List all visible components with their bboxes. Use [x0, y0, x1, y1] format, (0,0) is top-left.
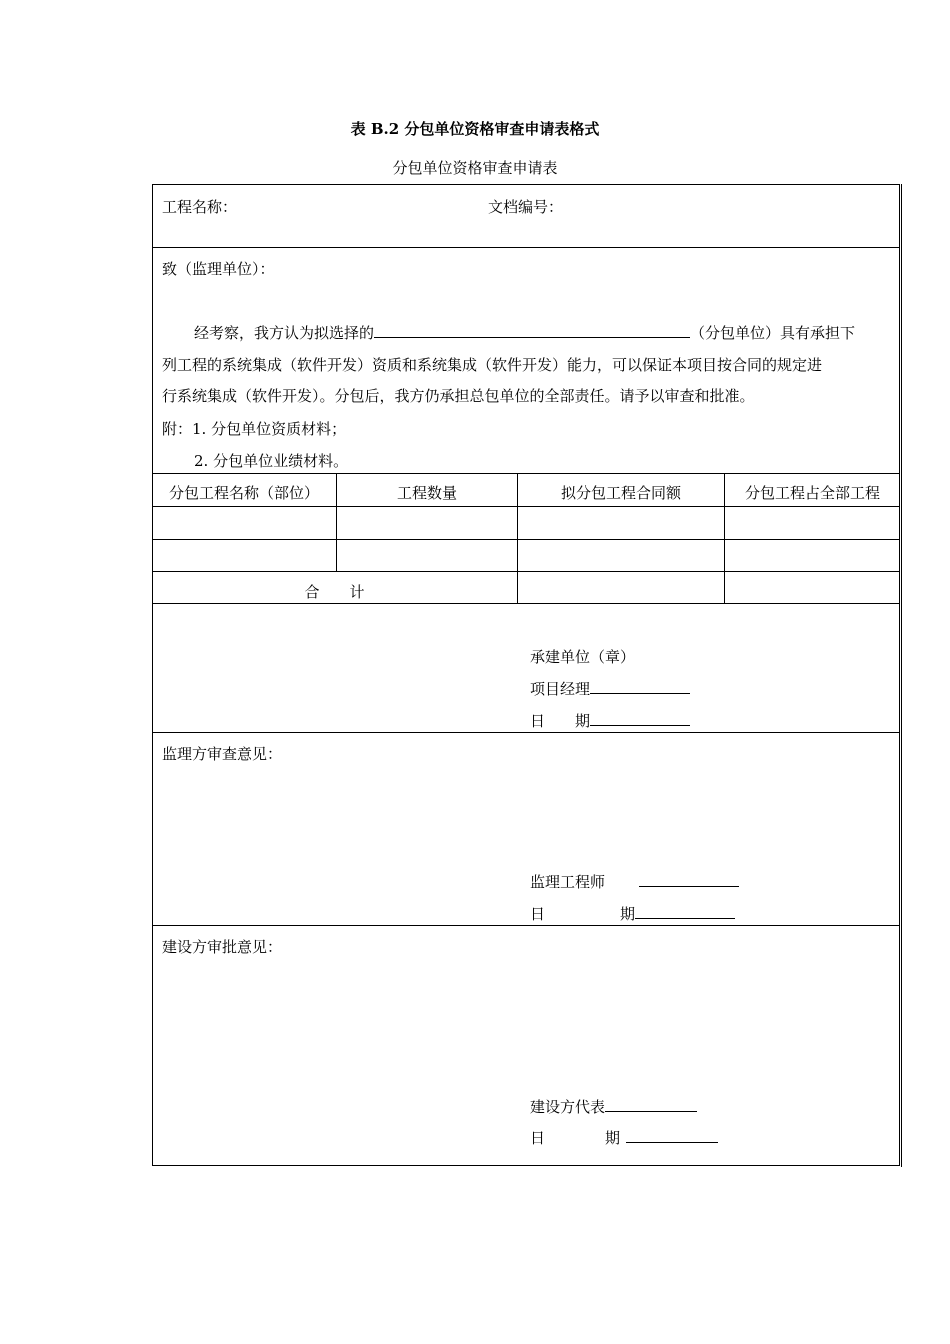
project-manager-label: 项目经理: [530, 680, 591, 698]
supervisor-engineer-label: 监理工程师: [530, 873, 606, 891]
owner-date-blank[interactable]: [626, 1128, 718, 1143]
supervisor-date-row: [530, 904, 735, 924]
form-subtitle: 分包单位资格审查申请表: [392, 159, 558, 177]
contractor-unit-label: 承建单位（章）: [530, 648, 636, 666]
divider: [152, 506, 900, 507]
line1-suffix: （分包单位）具有承担下: [690, 324, 856, 342]
owner-date-row: [530, 1128, 718, 1148]
frame-double-edge: [901, 184, 902, 1167]
supervisor-opinion-label: 监理方审查意见：: [162, 745, 283, 763]
application-line-2: 列工程的系统集成（软件开发）资质和系统集成（软件开发）能力，可以保证本项目按合同的规定进: [162, 356, 823, 374]
project-manager-blank[interactable]: [590, 679, 690, 694]
owner-date-label: 日 期: [530, 1129, 621, 1147]
divider: [152, 925, 900, 926]
application-line-1: [194, 323, 855, 343]
owner-rep-label: 建设方代表: [530, 1098, 606, 1116]
total-label: 合 计: [304, 583, 365, 601]
supervisor-date-label: 日 期: [530, 905, 636, 923]
subcontractor-blank[interactable]: [374, 323, 690, 338]
divider: [152, 571, 900, 572]
owner-rep-blank[interactable]: [605, 1097, 697, 1112]
table-header-cell: 分包工程占全部工程: [744, 484, 880, 502]
contractor-date-row: [530, 711, 690, 731]
divider: [152, 603, 900, 604]
contractor-date-blank[interactable]: [590, 711, 690, 726]
project-manager-row: [530, 679, 690, 699]
supervisor-engineer-row: [530, 872, 739, 892]
doc-number-label: 文档编号：: [488, 198, 564, 216]
owner-opinion-label: 建设方审批意见：: [162, 938, 283, 956]
to-supervisor-label: 致（监理单位）：: [162, 260, 275, 278]
divider: [152, 473, 900, 474]
divider: [152, 732, 900, 733]
supervisor-engineer-blank[interactable]: [639, 872, 739, 887]
table-header-cell: 分包工程名称（部位）: [168, 484, 319, 502]
table-header-cell: 工程数量: [396, 484, 457, 502]
supervisor-date-blank[interactable]: [635, 904, 735, 919]
attachment-1: 附：1. 分包单位资质材料；: [162, 420, 347, 438]
attachment-2: 2. 分包单位业绩材料。: [194, 452, 349, 470]
divider: [152, 539, 900, 540]
line1-prefix: 经考察，我方认为拟选择的: [194, 324, 375, 342]
table-header-cell: 拟分包工程合同额: [560, 484, 681, 502]
project-name-label: 工程名称：: [162, 198, 238, 216]
contractor-date-label: 日 期: [530, 712, 591, 730]
divider: [152, 247, 900, 248]
owner-rep-row: [530, 1097, 697, 1117]
application-line-3: 行系统集成（软件开发）。分包后，我方仍承担总包单位的全部责任。请予以审查和批准。: [162, 387, 755, 405]
document-title: 表 B.2 分包单位资格审查申请表格式: [350, 120, 600, 138]
